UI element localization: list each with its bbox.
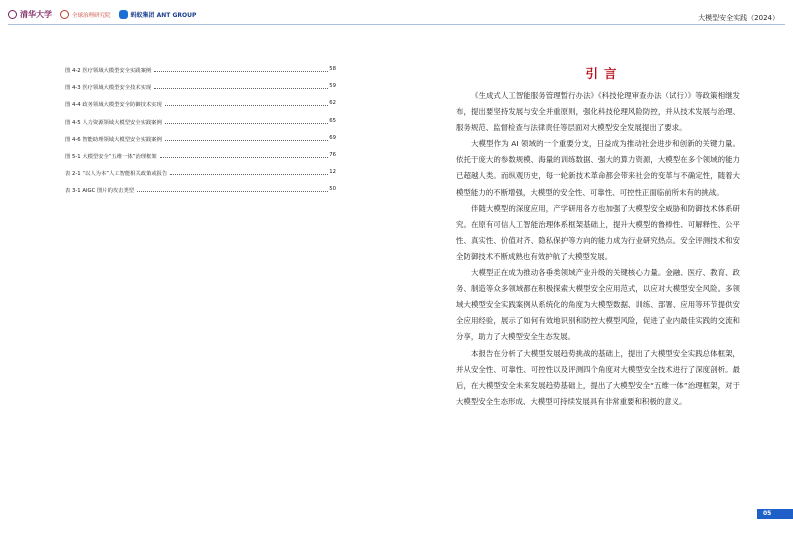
toc-dot-leader <box>165 135 328 141</box>
toc-entry[interactable] <box>65 135 336 152</box>
toc-dot-leader <box>165 100 328 106</box>
header-divider <box>8 24 785 25</box>
toc-entry-label: 图 4-6 智能助理领域大模型安全实践案例 <box>65 136 162 143</box>
ant-group-logo-text: 蚂蚁集团 ANT GROUP <box>130 12 197 19</box>
toc-entry[interactable] <box>65 83 336 100</box>
toc-entry[interactable] <box>65 152 336 169</box>
toc-entry-label: 表 2-1 “以人为本”人工智能相关政策或报告 <box>65 171 168 178</box>
ant-group-logo <box>119 10 197 19</box>
toc-entry-label: 图 4-4 政务领域大模型安全防御技术实现 <box>65 102 162 109</box>
logo-group <box>8 9 196 20</box>
toc-entry-page: 50 <box>329 186 336 193</box>
toc-entry[interactable] <box>65 66 336 83</box>
toc-dot-leader <box>137 186 328 192</box>
introduction-heading: 引言 <box>585 66 623 81</box>
page-header <box>0 0 793 24</box>
toc-dot-leader <box>154 83 328 89</box>
toc-dot-leader <box>160 152 329 158</box>
toc-entry-page: 62 <box>329 100 336 107</box>
toc-entry[interactable] <box>65 186 336 203</box>
toc-entry-page: 59 <box>329 83 336 90</box>
toc-dot-leader <box>165 118 328 124</box>
toc-entry-page: 58 <box>329 66 336 72</box>
institute-logo-text: 全球治理研究院 <box>72 12 111 19</box>
intro-paragraph-2: 大模型作为 AI 领域的一个重要分支，日益成为推动社会进步和创新的关键力量。依托于庞大的参数规模、海量的训练数据、强大的算力资源，大模型在多个领域的能力已超越人类。而纵观历史，每一轮新技术革命都会带来社会的变革与不确定性，随着大模型能力的不断增强，大模型的安全性、可靠性、可控性正面临前所未有的挑战。 <box>456 139 740 197</box>
figure-table-list <box>65 66 336 204</box>
institute-logo <box>60 10 111 19</box>
toc-entry-page: 65 <box>329 117 336 124</box>
toc-dot-leader <box>170 169 328 175</box>
intro-paragraph-1: 《生成式人工智能服务管理暂行办法》《科技伦理审查办法（试行）》等政策相继发布，提出要坚持发展与安全并重原则，强化科技伦理风险防控，并从技术发展与治理、服务规范、监督检查与法律责任等层面对大模型安全发展提出了要求。 <box>456 91 740 133</box>
tsinghua-university-logo <box>8 9 52 20</box>
page-number-badge: 05 <box>757 509 793 519</box>
toc-entry-label: 图 5-1 大模型安全“五维一体”治理框架 <box>65 153 157 160</box>
toc-entry-label: 表 3-1 AIGC 图片的攻击类型 <box>65 188 135 195</box>
introduction-section <box>456 64 740 410</box>
tsinghua-logo-text: 清华大学 <box>20 9 52 19</box>
toc-entry[interactable] <box>65 169 336 186</box>
intro-paragraph-4: 大模型正在成为推动各垂类领域产业升级的关键核心力量。金融、医疗、教育、政务、制造等众多领域都在积极探索大模型安全应用范式，以应对大模型安全风险。多领域大模型安全实践案例从系统化的角度为大模型数据、训练、部署、应用等环节提供安全应用经验，展示了如何有效地识别和防控大模型风险，促进了业内最佳实践的交流和分享，助力了大模型安全生态发展。 <box>456 268 740 342</box>
toc-entry-page: 69 <box>329 134 336 141</box>
toc-entry-page: 12 <box>329 169 336 176</box>
tsinghua-seal-icon <box>8 10 17 19</box>
toc-entry[interactable] <box>65 118 336 135</box>
toc-entry-label: 图 4-5 人力资源领域大模型安全实践案例 <box>65 119 162 126</box>
toc-dot-leader <box>154 66 328 72</box>
toc-entry-label: 图 4-2 医疗领域大模型安全实践案例 <box>65 68 152 74</box>
intro-paragraph-3: 伴随大模型的深度应用，产学研用各方也加强了大模型安全威胁和防御技术体系研究。在原有可信人工智能治理体系框架基础上，提升大模型的鲁棒性、可解释性、公平性、真实性、价值对齐、隐私保护等方向的能力成为行业研究热点。安全评测技术和安全防御技术不断成熟也有效护航了大模型发展。 <box>456 203 740 261</box>
toc-entry[interactable] <box>65 100 336 117</box>
intro-paragraph-5: 本报告在分析了大模型发展趋势挑战的基础上，提出了大模型安全实践总体框架，并从安全性、可靠性、可控性以及评测四个角度对大模型安全技术进行了深度剖析。最后，在大模型安全未来发展趋势基础上，提出了大模型安全“五维一体”治理框架，对于大模型安全生态形成、大模型可持续发展具有非常重要和积极的意义。 <box>456 348 740 406</box>
toc-entry-page: 76 <box>329 151 336 158</box>
report-title: 大模型安全实践（2024） <box>698 14 779 22</box>
toc-entry-label: 图 4-3 医疗领域大模型安全技术实现 <box>65 85 152 92</box>
ant-group-mark-icon <box>119 10 128 19</box>
institute-seal-icon <box>60 10 69 19</box>
